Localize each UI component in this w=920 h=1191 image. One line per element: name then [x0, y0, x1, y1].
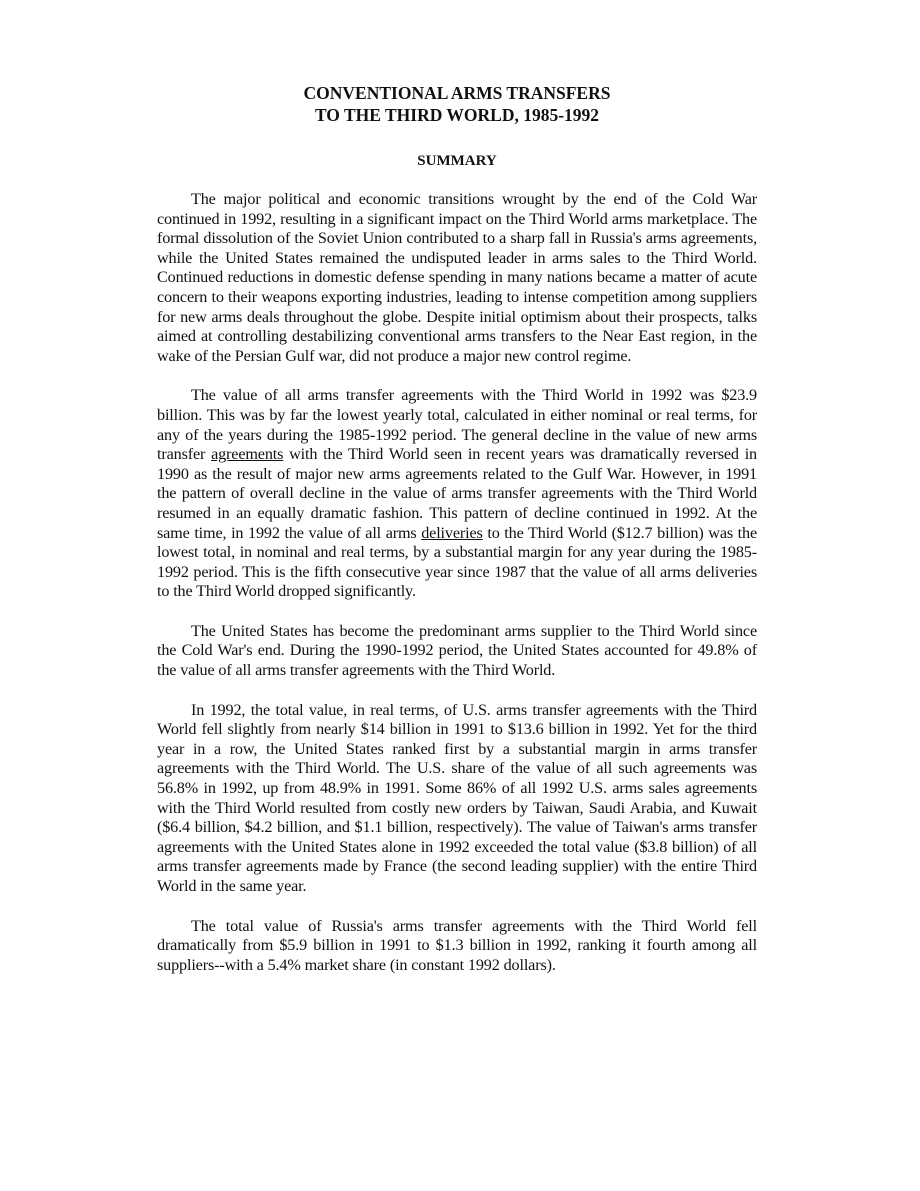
document-page	[157, 82, 757, 995]
paragraph-2-part-2: with the Third World seen in recent years was dramatically reversed in 1990 as the result of major new arms agreements related to the Gulf War. However, in 1991 the pattern of overall decline in the value of arms transfer agreements with the Third World resumed in an equally dramatic fashion. This pattern of decline continued in 1992. At the same time, in 1992 the value of all arms	[157, 445, 757, 542]
title-line-2: TO THE THIRD WORLD, 1985-1992	[314, 105, 600, 125]
document-title	[157, 82, 757, 126]
section-heading: SUMMARY	[417, 153, 497, 169]
underlined-term-agreements: agreements	[211, 445, 284, 464]
paragraph-2	[157, 386, 757, 602]
title-line-1: CONVENTIONAL ARMS TRANSFERS	[303, 83, 611, 103]
paragraph-4: In 1992, the total value, in real terms, of U.S. arms transfer agreements with the Third World fell slightly from nearly $14 billion in 1991 to $13.6 billion in 1992. Yet for the third year in a row, the United States ranked first by a substantial margin in arms transfer agreements with the Third World. The U.S. share of the value of all such agreements was 56.8% in 1992, up from 48.9% in 1991. Some 86% of all 1992 U.S. arms sales agreements with the Third World resulted from costly new orders by Taiwan, Saudi Arabia, and Kuwait ($6.4 billion, $4.2 billion, and $1.1 billion, respectively). The value of Taiwan's arms transfer agreements with the United States alone in 1992 exceeded the total value ($3.8 billion) of all arms transfer agreements made by France (the second leading supplier) with the entire Third World in the same year.	[157, 700, 757, 895]
paragraph-1: The major political and economic transitions wrought by the end of the Cold War continued in 1992, resulting in a significant impact on the Third World arms marketplace. The formal dissolution of the Soviet Union contributed to a sharp fall in Russia's arms agreements, while the United States remained the undisputed leader in arms sales to the Third World. Continued reductions in domestic defense spending in many nations became a matter of acute concern to their weapons exporting industries, leading to intense competition among suppliers for new arms deals throughout the globe. Despite initial optimism about their prospects, talks aimed at controlling destabilizing conventional arms transfers to the Near East region, in the wake of the Persian Gulf war, did not produce a major new control regime.	[157, 190, 757, 365]
underlined-term-deliveries: deliveries	[421, 523, 483, 542]
paragraph-2-part-1: The value of all arms transfer agreements with the Third World in 1992 was $23.9 billion. This was by far the lowest yearly total, calculated in either nominal or real terms, for any of the years during the 1985-1992 period. The general decline in the value of new arms transfer	[157, 386, 757, 464]
paragraph-5: The total value of Russia's arms transfer agreements with the Third World fell dramatically from $5.9 billion in 1991 to $1.3 billion in 1992, ranking it fourth among all suppliers--with a 5.4% market share (in constant 1992 dollars).	[157, 916, 757, 974]
paragraph-3: The United States has become the predominant arms supplier to the Third World since the Cold War's end. During the 1990-1992 period, the United States accounted for 49.8% of the value of all arms transfer agreements with the Third World.	[157, 621, 757, 680]
paragraph-2-part-3: to the Third World ($12.7 billion) was the lowest total, in nominal and real terms, by a substantial margin for any year during the 1985-1992 period. This is the fifth consecutive year since 1987 that the value of all arms deliveries to the Third World dropped significantly.	[157, 523, 757, 601]
